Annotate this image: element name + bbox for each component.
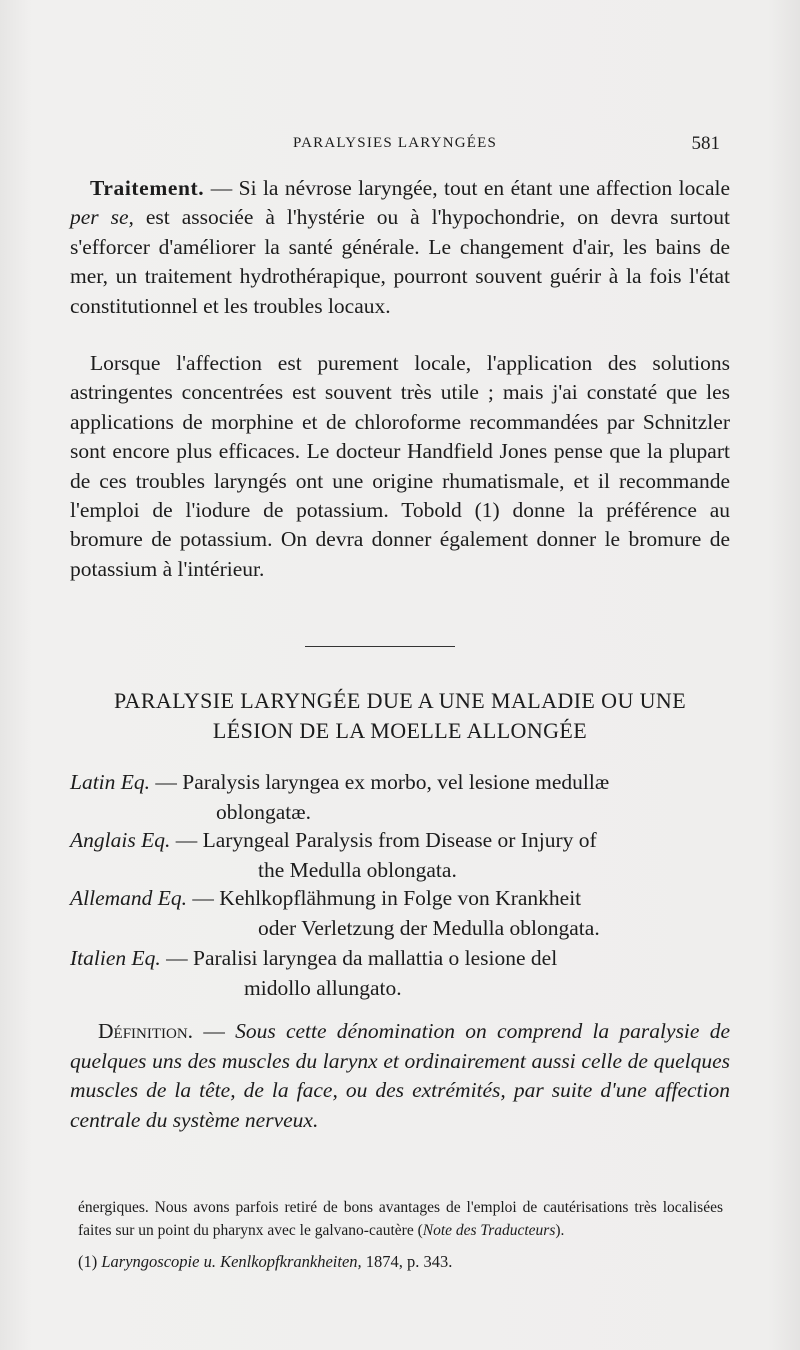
- equivalent-line-2: oder Verletzung der Medulla oblongata.: [258, 915, 600, 940]
- equivalent-english: [70, 826, 730, 885]
- treatment-italic: per se,: [70, 205, 134, 230]
- equivalent-line-2: oblongatæ.: [216, 799, 311, 824]
- equivalent-line-1: — Paralisi laryngea da mallattia o lesione del: [160, 946, 558, 970]
- page-number: 581: [691, 133, 720, 154]
- footnote-continuation: [78, 1196, 723, 1242]
- footnote-1-marker: (1): [78, 1252, 102, 1271]
- definition-paragraph: [70, 1017, 730, 1135]
- definition-lead: Définition.: [98, 1019, 194, 1043]
- equivalent-line-1: — Paralysis laryngea ex morbo, vel lesione medullæ: [150, 770, 610, 794]
- footnote-continuation-text: énergiques. Nous avons parfois retiré de bons avantages de l'emploi de cautérisations très localisées faites sur un point du pharynx avec le galvano-cautère (: [78, 1199, 723, 1239]
- equivalent-line-1: — Kehlkopflähmung in Folge von Krankheit: [187, 886, 582, 910]
- definition-text: Sous cette dénomination on comprend la paralysie de quelques uns des muscles du larynx et ordinairement aussi celle de quelques muscles de la tête, de la face, ou des extrémités, par suite d'une affection centrale du système nerveux.: [70, 1019, 730, 1132]
- section-divider: [305, 646, 455, 647]
- equivalent-label: Latin Eq.: [70, 770, 151, 794]
- equivalent-line-2: the Medulla oblongata.: [258, 857, 457, 882]
- equivalent-label: Anglais Eq.: [70, 828, 171, 852]
- equivalent-italian: [70, 944, 730, 1003]
- equivalent-german: [70, 884, 730, 943]
- treatment-paragraph-1: [70, 174, 730, 321]
- section-title-line-2: LÉSION DE LA MOELLE ALLONGÉE: [212, 718, 588, 743]
- equivalent-label: Italien Eq.: [70, 946, 161, 970]
- running-title: PARALYSIES LARYNGÉES: [292, 135, 498, 151]
- treatment-text-b: est associée à l'hystérie ou à l'hypochondrie, on devra surtout s'efforcer d'améliorer la santé générale. Le changement d'air, les bains de mer, un traitement hydrothérapique, pourront souvent guérir à la fois l'état constitutionnel et les troubles locaux.: [70, 205, 730, 318]
- footnotes: [78, 1196, 723, 1273]
- treatment-paragraph-2: [70, 349, 730, 584]
- section-title-line-1: PARALYSIE LARYNGÉE DUE A UNE MALADIE OU UNE: [113, 688, 687, 713]
- definition-dash: —: [193, 1019, 236, 1043]
- treatment-text-a: — Si la névrose laryngée, tout en étant une affection locale: [204, 176, 730, 200]
- page-header: [70, 133, 720, 157]
- treatment-lead: Traitement.: [90, 176, 205, 200]
- footnote-1-end: 1874, p. 343.: [361, 1252, 453, 1271]
- equivalent-latin: [70, 768, 730, 827]
- treatment-paragraph-2-text: Lorsque l'affection est purement locale, l'application des solutions astringentes concentrées est souvent très utile ; mais j'ai constaté que les applications de morphine et de chloroforme recommandées par Schnitzler sont encore plus efficaces. Le docteur Handfield Jones pense que la plupart de ces troubles laryngés ont une origine rhumatismale, et il recommande l'emploi de l'iodure de potassium. Tobold (1) donne la préférence au bromure de potassium. On devra donner également donner le bromure de potassium à l'intérieur.: [70, 351, 730, 581]
- footnote-continuation-italic: Note des Traducteurs: [422, 1222, 556, 1239]
- equivalent-label: Allemand Eq.: [70, 886, 188, 910]
- equivalent-line-2: midollo allungato.: [244, 975, 402, 1000]
- footnote-continuation-end: ).: [555, 1222, 565, 1239]
- footnote-1-title: Laryngoscopie u. Kenlkopfkrankheiten,: [101, 1252, 362, 1271]
- footnote-1: [78, 1250, 723, 1273]
- section-title: [70, 686, 730, 746]
- equivalent-line-1: — Laryngeal Paralysis from Disease or Injury of: [170, 828, 597, 852]
